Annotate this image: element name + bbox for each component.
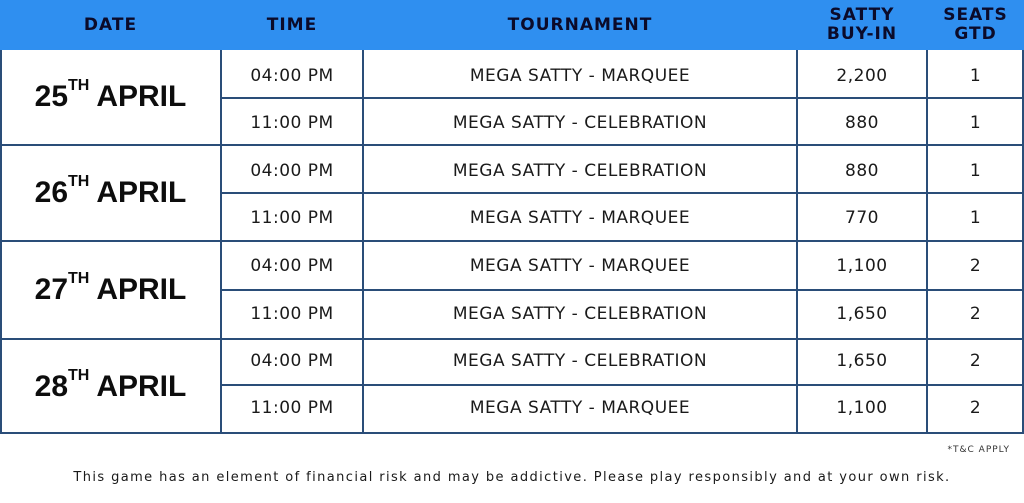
seats-cell: 1 xyxy=(969,112,982,133)
buyin-cell: 1,100 xyxy=(836,397,888,418)
header-seats xyxy=(927,0,1024,50)
time-cell: 04:00 PM xyxy=(250,255,334,276)
tournament-cell: MEGA SATTY - MARQUEE xyxy=(469,207,691,228)
risk-disclaimer: This game has an element of financial risk and may be addictive. Please play responsibly and at your own risk. xyxy=(73,470,951,485)
date-month: APRIL xyxy=(96,176,187,209)
tournament-cell: MEGA SATTY - CELEBRATION xyxy=(452,160,708,181)
tournament-cell: MEGA SATTY - MARQUEE xyxy=(469,65,691,86)
tournament-cell: MEGA SATTY - MARQUEE xyxy=(469,255,691,276)
buyin-cell: 880 xyxy=(845,160,879,181)
date-cell xyxy=(0,242,221,338)
time-cell: 11:00 PM xyxy=(250,112,334,133)
tournament-cell: MEGA SATTY - MARQUEE xyxy=(469,397,691,418)
buyin-cell: 880 xyxy=(845,112,879,133)
date-cell xyxy=(0,146,221,240)
time-cell: 04:00 PM xyxy=(250,160,334,181)
date-day: 28 xyxy=(34,370,69,403)
header-buyin-line1: SATTY xyxy=(829,5,895,25)
header-time: TIME xyxy=(266,14,318,35)
time-cell: 04:00 PM xyxy=(250,65,334,86)
date-day: 25 xyxy=(34,80,69,113)
time-cell: 11:00 PM xyxy=(250,303,334,324)
header-buyin-line2: BUY-IN xyxy=(826,24,898,44)
date-suffix: TH xyxy=(68,77,90,94)
seats-cell: 2 xyxy=(969,350,982,371)
date-suffix: TH xyxy=(68,367,90,384)
seats-cell: 1 xyxy=(969,207,982,228)
date-day: 27 xyxy=(34,273,69,306)
terms-note: *T&C APPLY xyxy=(947,445,1010,455)
time-cell: 04:00 PM xyxy=(250,350,334,371)
time-cell: 11:00 PM xyxy=(250,207,334,228)
buyin-cell: 770 xyxy=(845,207,879,228)
tournament-cell: MEGA SATTY - CELEBRATION xyxy=(452,303,708,324)
seats-cell: 1 xyxy=(969,65,982,86)
buyin-cell: 2,200 xyxy=(836,65,888,86)
date-suffix: TH xyxy=(68,173,90,190)
date-day: 26 xyxy=(34,176,69,209)
date-month: APRIL xyxy=(96,273,187,306)
header-seats-line1: SEATS xyxy=(943,5,1008,25)
date-cell xyxy=(0,50,221,144)
tournament-cell: MEGA SATTY - CELEBRATION xyxy=(452,112,708,133)
date-suffix: TH xyxy=(68,270,90,287)
header-date: DATE xyxy=(83,14,138,35)
header-seats-line2: GTD xyxy=(954,24,997,44)
time-cell: 11:00 PM xyxy=(250,397,334,418)
buyin-cell: 1,100 xyxy=(836,255,888,276)
header-buyin xyxy=(797,0,927,50)
seats-cell: 2 xyxy=(969,397,982,418)
buyin-cell: 1,650 xyxy=(836,350,888,371)
date-month: APRIL xyxy=(96,80,187,113)
date-month: APRIL xyxy=(96,370,187,403)
seats-cell: 2 xyxy=(969,255,982,276)
date-cell xyxy=(0,340,221,434)
buyin-cell: 1,650 xyxy=(836,303,888,324)
tournament-cell: MEGA SATTY - CELEBRATION xyxy=(452,350,708,371)
seats-cell: 2 xyxy=(969,303,982,324)
seats-cell: 1 xyxy=(969,160,982,181)
header-tournament: TOURNAMENT xyxy=(507,14,653,35)
